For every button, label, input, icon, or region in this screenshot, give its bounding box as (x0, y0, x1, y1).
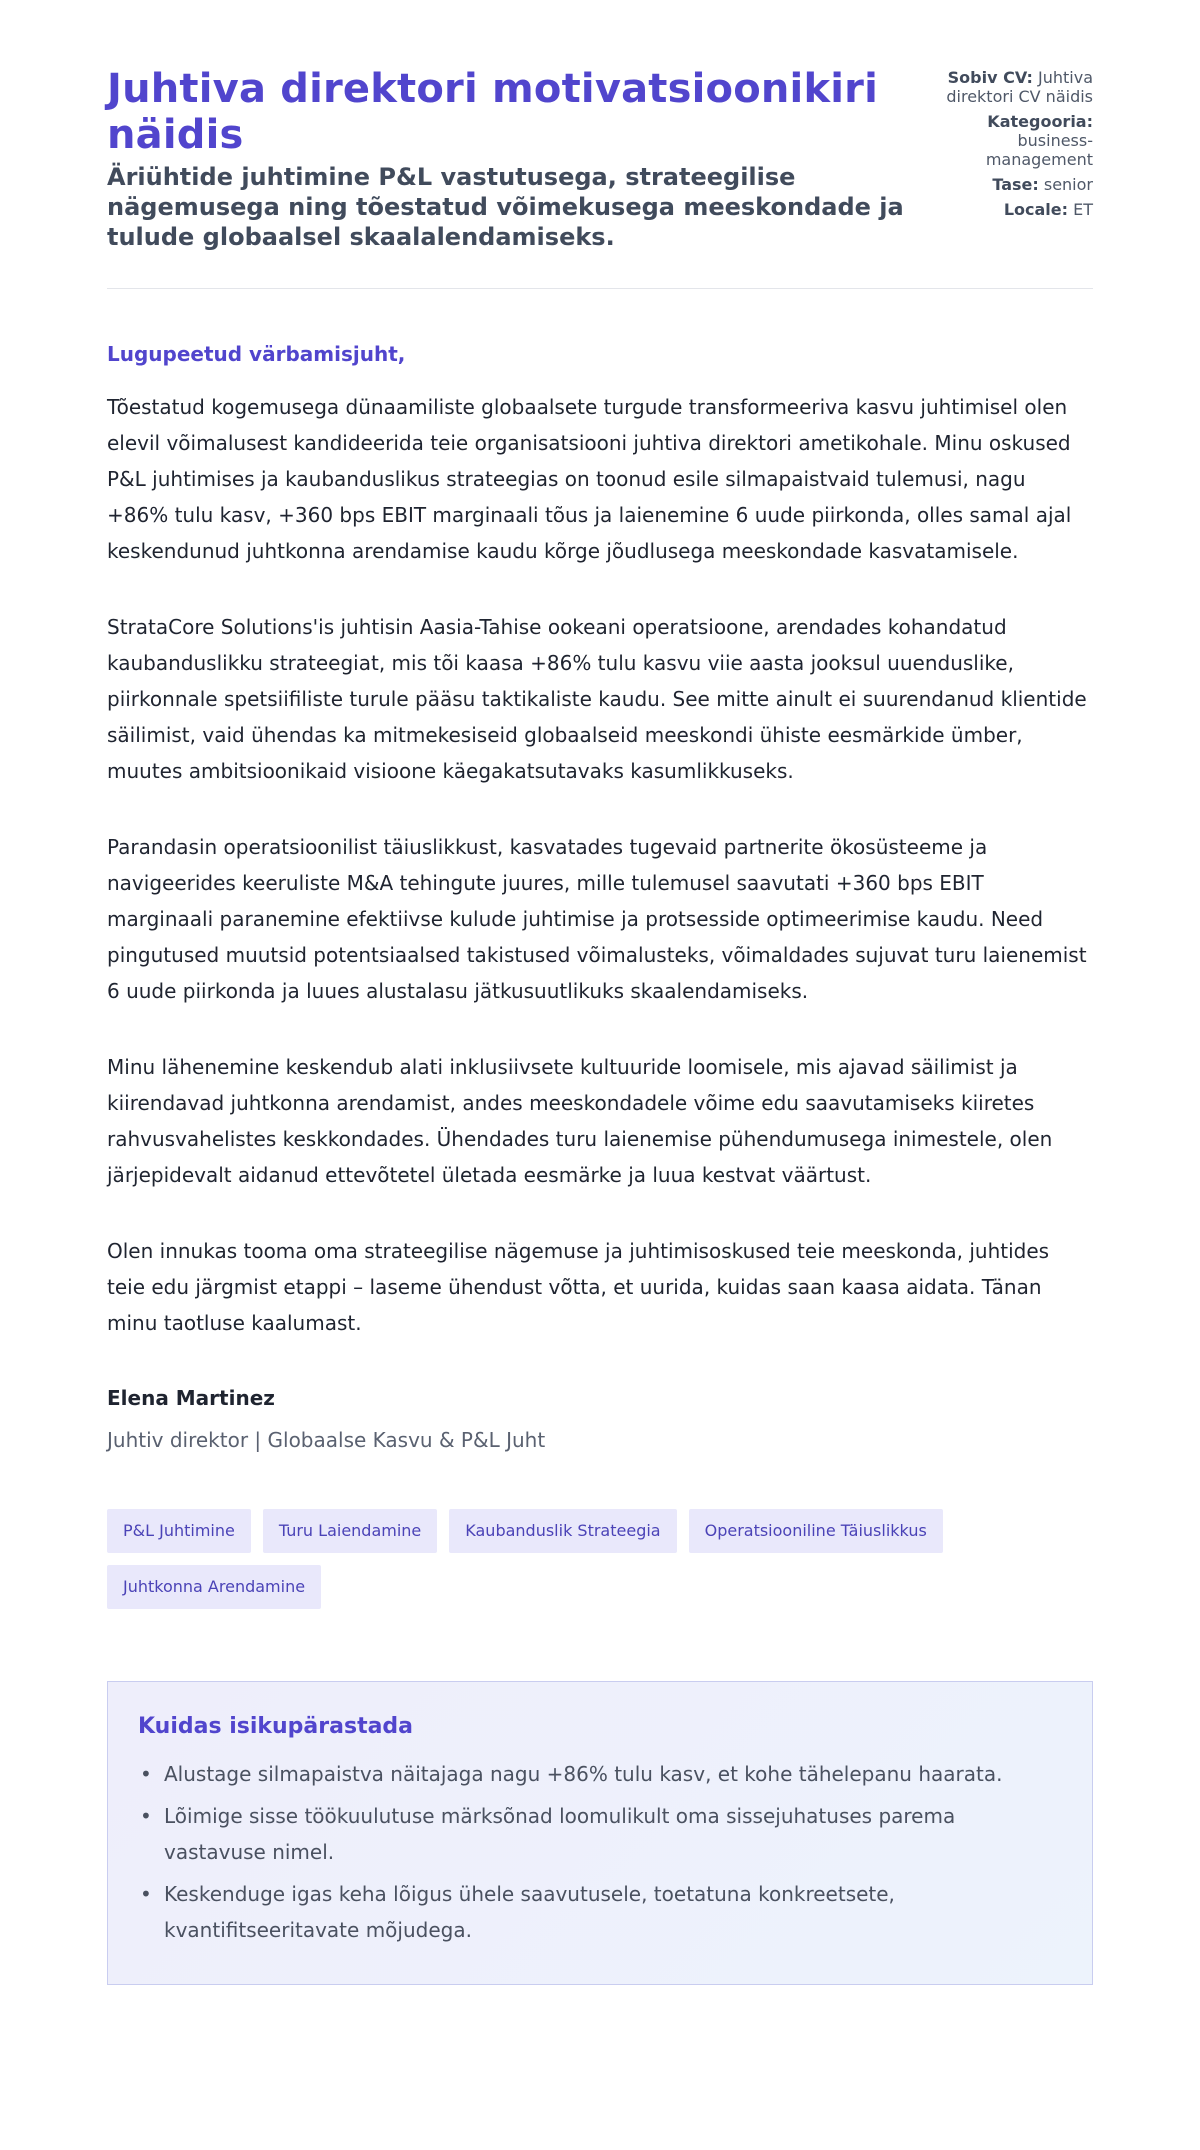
signature-role: Juhtiv direktor | Globaalse Kasvu & P&L Juht (107, 1428, 546, 1452)
page-title: Juhtiva direktori motivatsioonikiri näidis (107, 66, 879, 158)
skill-tag: P&L Juhtimine (107, 1509, 251, 1553)
signature-block (107, 1385, 1093, 1453)
tip-item (138, 1876, 1062, 1948)
tips-title: Kuidas isikupärastada (138, 1714, 414, 1739)
meta-category (943, 112, 1093, 169)
page-subtitle: Äriühtide juhtimine P&L vastutusega, strateegilise nägemusega ning tõestatud võimekusega meeskondade ja tulude globaalsel skaalalendamiseks. (107, 163, 904, 251)
signature-name: Elena Martinez (107, 1386, 275, 1410)
letter-paragraph: Tõestatud kogemusega dünaamiliste globaalsete turgude transformeeriva kasvu juhtimisel olen elevil võimalusest kandideerida teie organisatsiooni juhtiva direktori ametikohale. Minu oskused P&L juhtimises ja kaubanduslikus strateegias on toonud esile silmapaistvaid tulemusi, nagu +86% tulu kasv, +360 bps EBIT marginaali tõus ja laienemine 6 uude piirkonda, olles samal ajal keskendunud juhtkonna arendamise kaudu kõrge jõudlusega meeskondade kasvatamisele. (107, 395, 1072, 563)
letter-body (107, 389, 1093, 1341)
meta-level (943, 175, 1093, 194)
skill-tag: Juhtkonna Arendamine (107, 1565, 321, 1609)
personalization-tips (107, 1681, 1093, 1985)
letter-paragraph: Olen innukas tooma oma strateegilise nägemuse ja juhtimisoskused teie meeskonda, juhtides teie edu järgmist etappi – laseme ühendust võtta, et uurida, kuidas saan kaasa aidata. Tänan minu taotluse kaalumast. (107, 1239, 1050, 1335)
letter-greeting: Lugupeetud värbamisjuht, (107, 342, 406, 366)
letter-paragraph: Parandasin operatsioonilist täiuslikkust, kasvatades tugevaid partnerite ökosüsteeme ja navigeerides keeruliste M&A tehingute juures, mille tulemusel saavutati +360 bps EBIT marginaali paranemine efektiivse kulude juhtimise ja protsesside optimeerimise kaudu. Need pingutused muutsid potentsiaalsed takistused võimalusteks, võimaldades sujuvat turu laienemist 6 uude piirkonda ja luues alustalasu jätkusuutlikuks skaalendamiseks. (107, 835, 1087, 1003)
bullet-icon: • (140, 1882, 152, 1906)
tip-text: Lõimige sisse töökuulutuse märksõnad loomulikult oma sissejuhatuses parema vastavuse nimel. (164, 1804, 956, 1864)
header-divider (107, 288, 1093, 289)
meta-level-label: Tase: (992, 175, 1039, 194)
meta-locale (943, 200, 1093, 219)
meta-cv-label: Sobiv CV: (947, 68, 1033, 87)
tip-item (138, 1798, 1062, 1870)
meta-locale-label: Locale: (1003, 200, 1069, 219)
meta-cv (943, 68, 1093, 106)
tips-list (138, 1756, 1062, 1948)
tip-text: Alustage silmapaistva näitajaga nagu +86% tulu kasv, et kohe tähelepanu haarata. (164, 1762, 1003, 1786)
page-header (107, 66, 1093, 252)
tip-text: Keskenduge igas keha lõigus ühele saavutusele, toetatuna konkreetsete, kvantifitseeritavate mõjudega. (164, 1882, 895, 1942)
skill-tag: Operatsiooniline Täiuslikkus (689, 1509, 943, 1553)
bullet-icon: • (140, 1804, 152, 1828)
bullet-icon: • (140, 1762, 152, 1786)
meta-category-value: business-management (985, 131, 1093, 169)
skill-tags (107, 1509, 1007, 1609)
meta-locale-value: ET (1073, 200, 1093, 219)
meta-level-value: senior (1043, 175, 1093, 194)
meta-panel (943, 66, 1093, 225)
header-titles (107, 66, 927, 252)
letter-paragraph: StrataCore Solutions'is juhtisin Aasia-Tahise ookeani operatsioone, arendades kohandatud kaubanduslikku strateegiat, mis tõi kaasa +86% tulu kasvu viie aasta jooksul uuenduslike, piirkonnale spetsiifiliste turule pääsu taktikaliste kaudu. See mitte ainult ei suurendanud klientide säilimist, vaid ühendas ka mitmekesiseid globaalseid meeskondi ühiste eesmärkide ümber, muutes ambitsioonikaid visioone käegakatsutavaks kasumlikkuseks. (107, 615, 1087, 783)
letter-paragraph: Minu lähenemine keskendub alati inklusiivsete kultuuride loomisele, mis ajavad säilimist ja kiirendavad juhtkonna arendamist, andes meeskondadele võime edu saavutamiseks kiiretes rahvusvahelistes keskkondades. Ühendades turu laienemise pühendumusega inimestele, olen järjepidevalt aidanud ettevõtetel ületada eesmärke ja luua kestvat väärtust. (107, 1055, 1053, 1187)
meta-cv-value: Juhtiva direktori CV näidis (946, 68, 1093, 106)
skill-tag: Turu Laiendamine (263, 1509, 437, 1553)
meta-category-label: Kategooria: (987, 112, 1093, 131)
skill-tag: Kaubanduslik Strateegia (449, 1509, 676, 1553)
tip-item (138, 1756, 1062, 1792)
